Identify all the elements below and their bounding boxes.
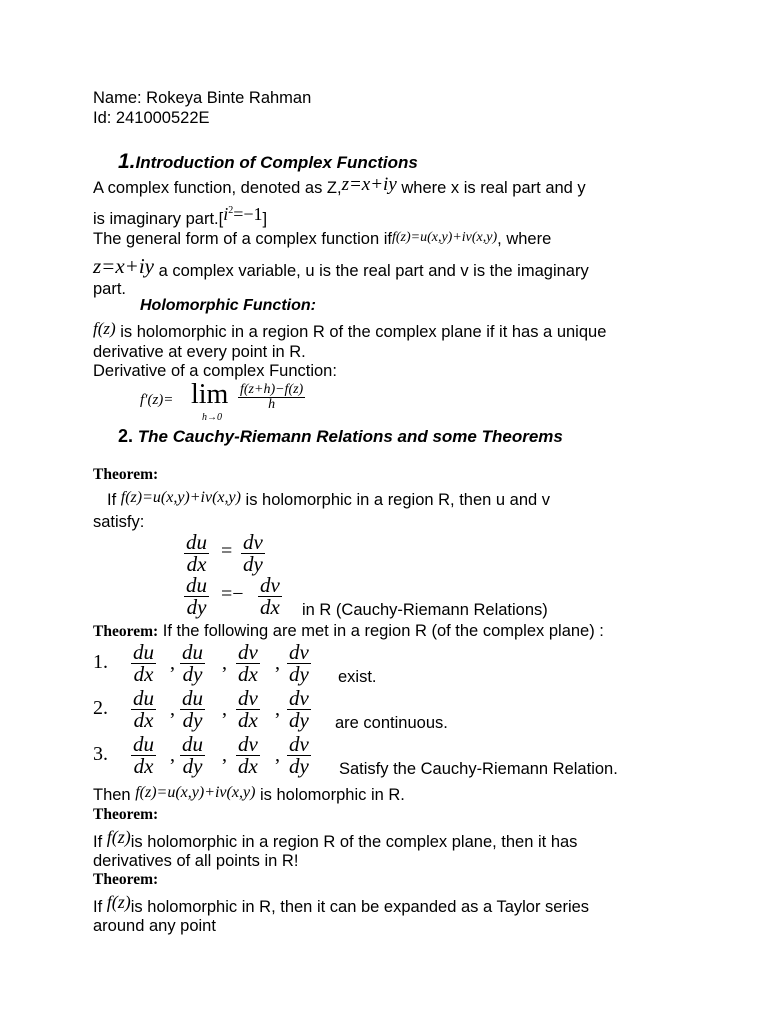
derivative-fraction: $\frac{dv}{dx}$ [238,686,258,732]
section1-title: Introduction of Complex Functions [135,153,418,172]
theorem2-line: Theorem: If the following are met in a region R (of the complex plane) : [93,622,604,640]
section2-heading [118,426,563,447]
id-line: Id: 241000522E [93,109,210,127]
holomorphic-line-2: derivative at every point in R. [93,343,306,361]
theorem1-function: f(z)=u(x,y)+iv(x,y) [120,489,241,506]
section2-title: The Cauchy-Riemann Relations and some Theorems [137,427,563,446]
derivative-label: Derivative of a complex Function: [93,362,337,380]
derivative-fraction: $\frac{dv}{dy}$ [289,686,309,732]
section1-number: 1. [118,150,136,173]
comma: , [275,698,280,720]
du-dx-fraction: $\frac{du}{dx}$ [186,530,207,576]
section2-number: 2. [118,426,134,446]
theorem4-line-1: If f(z)is holomorphic in R, then it can be expanded as a Taylor series [93,892,590,916]
limit-subscript: h→0 [202,412,222,423]
comma: , [222,652,227,674]
condition-number: 1. [93,651,108,673]
comma: , [275,744,280,766]
derivative-fraction: $\frac{du}{dy}$ [182,640,203,686]
theorem4-fz: f(z) [106,892,131,912]
intro-line-1: A complex function, denoted as Z,z=x+iy where x is real part and y [93,174,586,197]
condition-number: 3. [93,743,108,765]
holomorphic-line-1: f(z) is holomorphic in a region R of the complex plane if it has a unique [93,319,607,341]
theorem4-label: Theorem: [93,871,159,888]
name-line: Name: Rokeya Binte Rahman [93,89,312,107]
condition-suffix: Satisfy the Cauchy-Riemann Relation. [339,760,618,778]
dv-dx-fraction: $\frac{dv}{dx}$ [260,573,280,619]
comma: , [222,698,227,720]
derivative-fraction: $\frac{dv}{dy}$ [289,640,309,686]
derivative-fraction: $\frac{du}{dx}$ [133,640,154,686]
holomorphic-heading: Holomorphic Function: [140,297,316,314]
theorem3-line-1: If f(z)is holomorphic in a region R of the complex plane, then it has [93,827,578,851]
derivative-fraction: $\frac{dv}{dx}$ [238,640,258,686]
comma: , [170,698,175,720]
derivative-fraction: $\frac{du}{dy}$ [182,732,203,778]
intro-line-4: z=x+iy a complex variable, u is the real part and v is the imaginary [93,254,589,280]
limit-symbol: lim [191,379,229,410]
section1-heading [118,150,418,174]
theorem4-line-2: around any point [93,917,216,935]
theorem1-line-2: satisfy: [93,513,145,531]
theorem2-conclusion: Then f(z)=u(x,y)+iv(x,y) is holomorphic in R. [93,784,405,804]
comma: , [222,744,227,766]
condition-suffix: are continuous. [335,714,448,732]
comma: , [275,652,280,674]
intro-line-2: is imaginary $part.[i^2=-1]$ [93,204,268,228]
intro-line-5: part. [93,280,127,298]
derivative-lhs: f′(z)= [140,392,174,408]
derivative-fraction: $\frac{du}{dy}$ [182,686,203,732]
z-variable-equation: z=x+iy [93,254,154,278]
i-squared-equation: $i^2=-1$ [223,204,263,224]
dv-dy-fraction: $\frac{dv}{dy}$ [243,530,263,576]
equals-sign: = [221,540,233,562]
z-equation: z=x+iy [341,174,397,195]
equals-minus-sign: =− [221,583,244,605]
theorem3-line-2: derivatives of all points in R! [93,852,299,870]
theorem1-line-1: If f(z)=u(x,y)+iv(x,y) is holomorphic in a region R, then u and v [107,489,551,509]
cauchy-riemann-label: in R (Cauchy-Riemann Relations) [302,601,548,619]
derivative-fraction: $\frac{dv}{dx}$ [238,732,258,778]
theorem2-label: Theorem: [93,623,159,640]
derivative-fraction: $\frac{du}{dx}$ [133,732,154,778]
theorem2-function: f(z)=u(x,y)+iv(x,y) [135,784,256,801]
comma: , [170,744,175,766]
theorem3-label: Theorem: [93,806,159,823]
condition-number: 2. [93,697,108,719]
derivative-fraction: $\frac{dv}{dy}$ [289,732,309,778]
derivative-fraction: $\frac{du}{dx}$ [133,686,154,732]
comma: , [170,652,175,674]
intro-line-3: The general form of a complex function iff(z)=u(x,y)+iv(x,y), where [93,230,552,248]
du-dy-fraction: $\frac{du}{dy}$ [186,573,207,619]
fz-symbol: f(z) [93,319,116,338]
general-form-equation: f(z)=u(x,y)+iv(x,y) [391,230,498,245]
condition-suffix: exist. [338,668,377,686]
difference-quotient: $\frac{f(z+h)-f(z)}{h}$ [240,382,304,412]
theorem3-fz: f(z) [106,827,131,847]
theorem1-label: Theorem: [93,466,159,483]
